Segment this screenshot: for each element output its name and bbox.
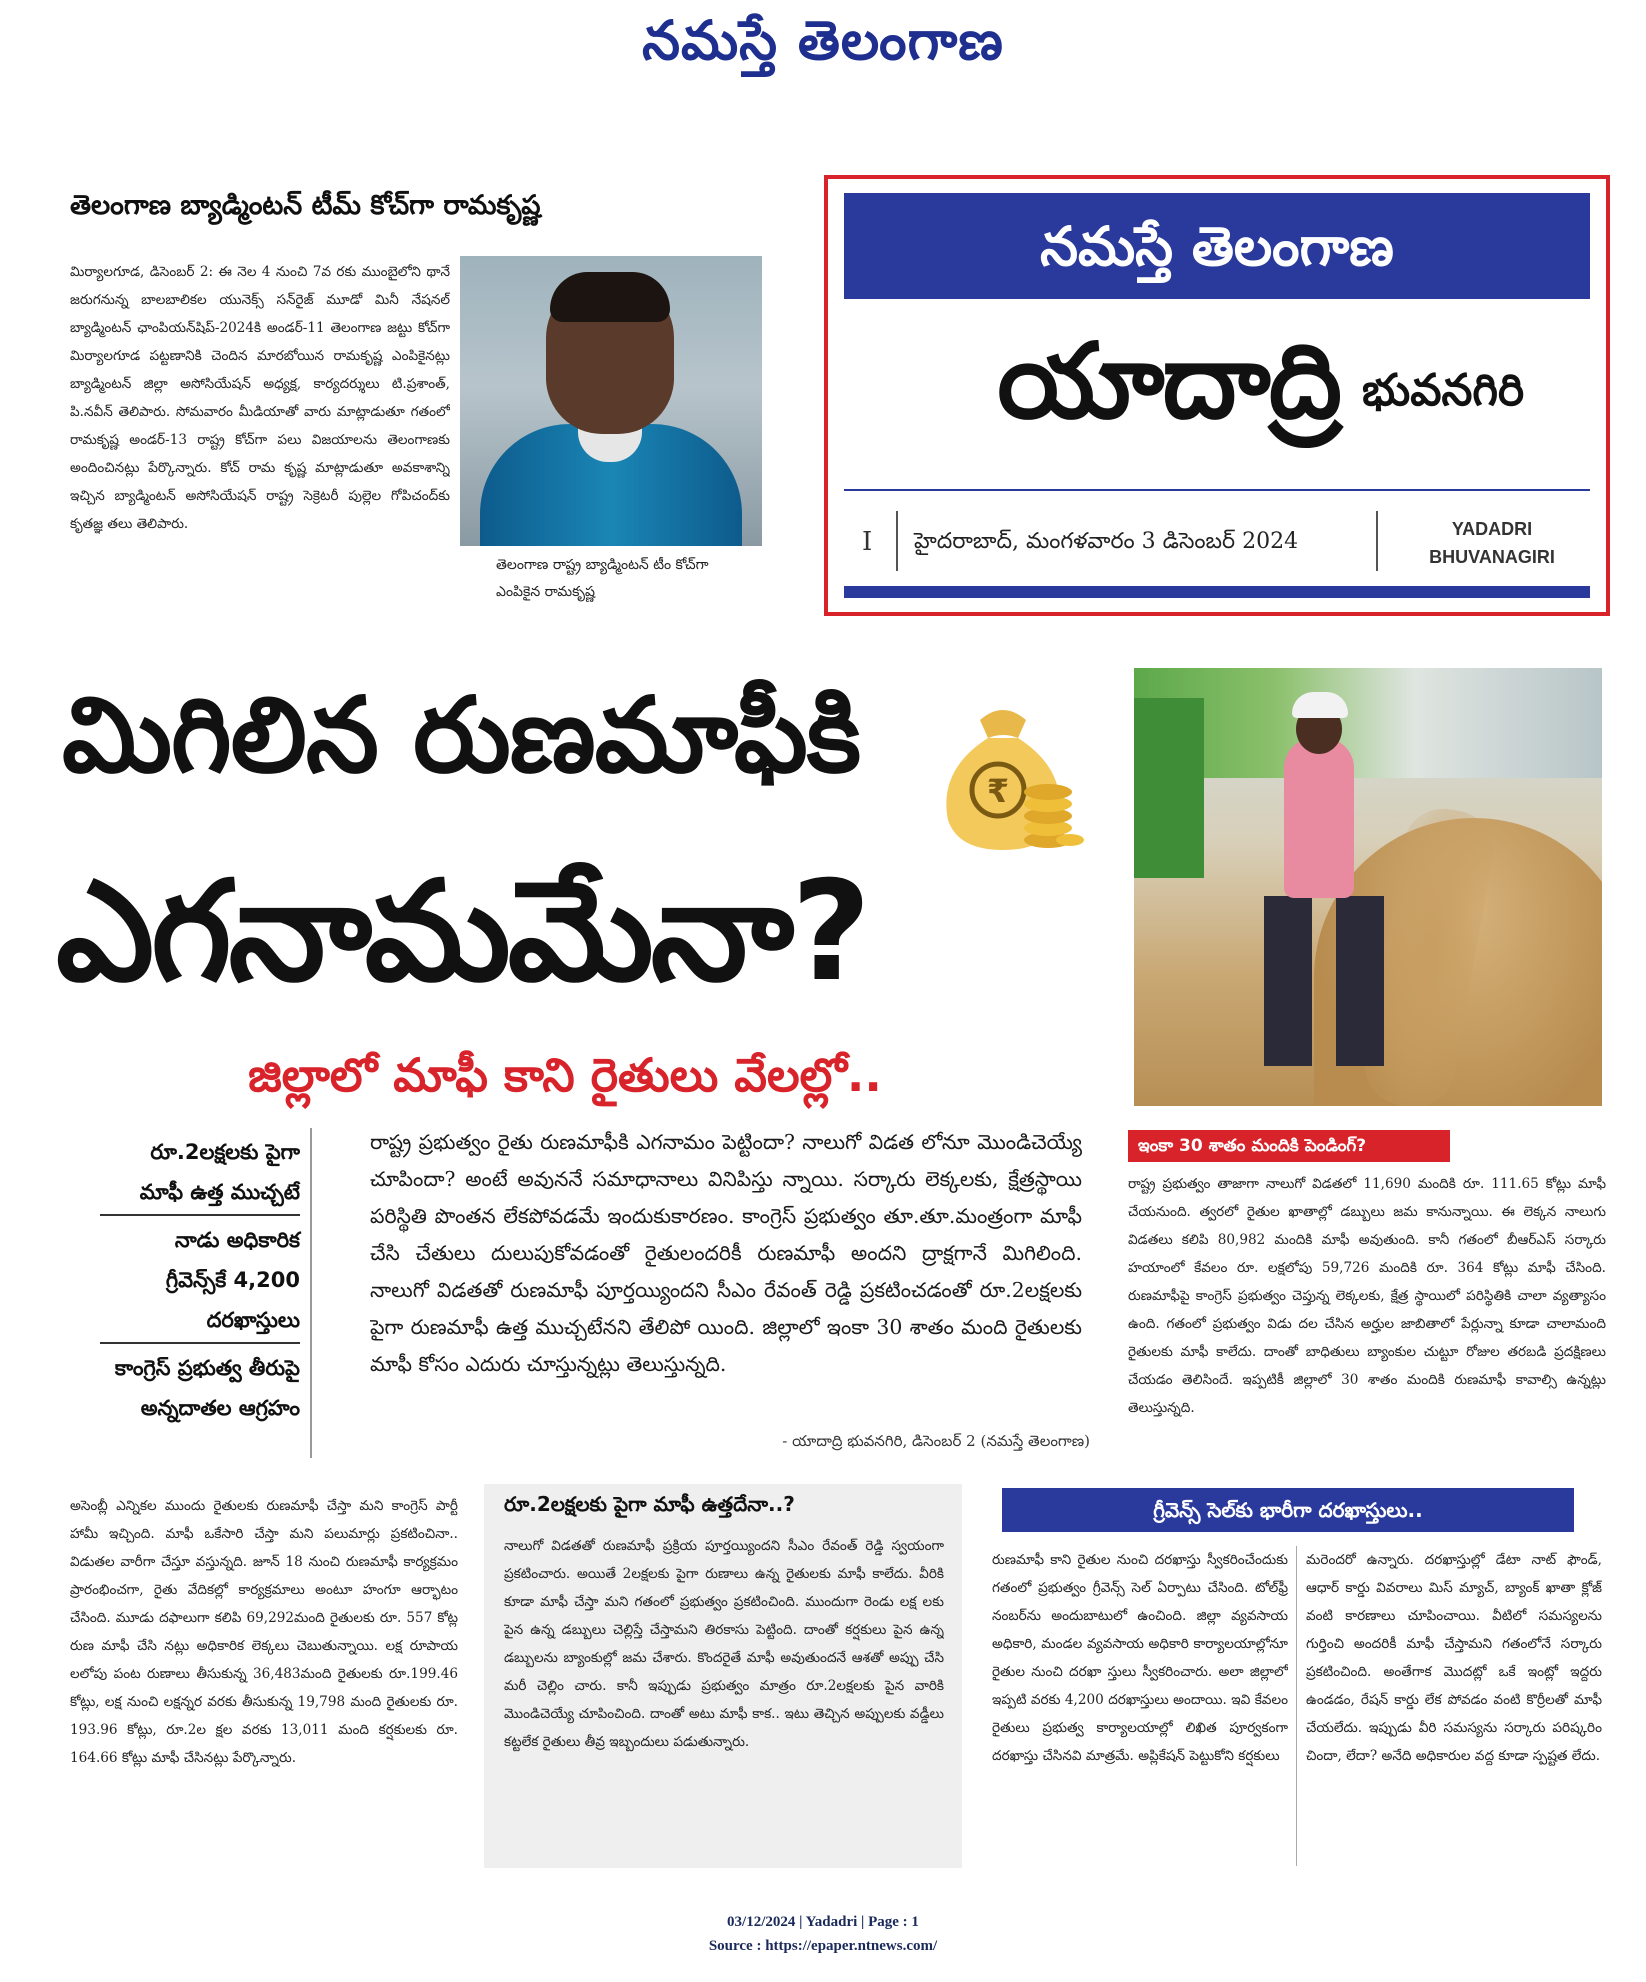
- edition-english-line2: BHUVANAGIRI: [1429, 547, 1555, 567]
- highlight-item: అన్నదాతల ఆగ్రహం: [140, 1396, 300, 1420]
- edition-box: [824, 175, 1610, 616]
- edition-district-sub: భువనగిరి: [1362, 365, 1525, 416]
- grievance-column-1: రుణమాఫీ కాని రైతుల నుంచి దరఖాస్తు స్వీకరించేందుకు గతంలో ప్రభుత్వం గ్రీవెన్స్ సెల్ ఏర్పాటు చేసింది. టోల్‌ఫ్రీ నంబర్‌ను అందుబాటులో ఉంచింది. జిల్లా వ్యవసాయ అధికారి, మండల వ్యవసాయ అధికారి కార్యాలయాల్లోనూ రైతుల నుంచి దరఖా స్తులు స్వీకరించారు. అలా జిల్లాలో ఇప్పటి వరకు 4,200 దరఖాస్తులు అందాయి. ఇవి కేవలం రైతులు ప్రభుత్వ కార్యాలయాల్లో లిఖిత పూర్వకంగా దరఖాస్తు చేసినవి మాత్రమే. అప్లికేషన్ పెట్టుకోని కర్షకులు: [992, 1552, 1288, 1764]
- footer-source-link[interactable]: Source : https://epaper.ntnews.com/: [708, 1938, 938, 1954]
- farmer-photo: [1134, 668, 1602, 1106]
- column-b-body: నాలుగో విడతతో రుణమాఫీ ప్రక్రియ పూర్తయ్యిందని సీఎం రేవంత్ రెడ్డి స్వయంగా ప్రకటించారు. అయితే 2లక్షలకు పైగా రుణాలు ఉన్న రైతులకు మాఫీ కాలేదు. వీరికి కూడా మాఫీ చేస్తా మని గతంలో ప్రభుత్వం ప్రకటించింది. ముందుగా రెండు లక్ష లకు పైన ఉన్న డబ్బులు చెల్లిస్తే చేస్తామని తిరకాసు పెట్టింది. దాంతో కర్షకులు పైన ఉన్న డబ్బులను బ్యాంకుల్లో జమ చేశారు. కొందరైతే మాఫీ అవుతుందనే ఆశతో అప్పు చేసి మరీ చెల్లిం చారు. కానీ ఇప్పుడు ప్రభుత్వం మాత్రం రూ.2లక్షలకు పైన వారికి మొండిచెయ్యే చూపించింది. దాంతో అటు మాఫీ కాక.. ఇటు తెచ్చిన అప్పులకు వడ్డీలు కట్టలేక రైతులు తీవ్ర ఇబ్బందులు పడుతున్నారు.: [504, 1538, 944, 1750]
- intro-credit: - యాదాద్రి భువనగిరి, డిసెంబర్ 2 (నమస్తే తెలంగాణ): [782, 1432, 1090, 1450]
- photo-hair: [550, 272, 670, 322]
- sub-headline: జిల్లాలో మాఫీ కాని రైతులు వేలల్లో..: [248, 1048, 882, 1102]
- column-a-body: అసెంబ్లీ ఎన్నికల ముందు రైతులకు రుణమాఫీ చేస్తా మని కాంగ్రెస్ పార్టీ హామీ ఇచ్చింది. మాఫీ ఒకేసారి చేస్తా మని పలుమార్లు ప్రకటించినా.. విడుతల వారీగా చేస్తూ వస్తున్నది. జూన్ 18 నుంచి రుణమాఫీ కార్యక్రమం ప్రారంభించగా, రైతు వేదికల్లో కార్యక్రమాలు అంటూ హంగూ ఆర్భాటం చేసింది. మూడు దఫాలుగా కలిపి 69,292మంది రైతులకు రూ. 557 కోట్ల రుణ మాఫీ చేసి నట్లు అధికారిక లెక్కలు చెబుతున్నాయి. లక్ష రూపాయ లలోపు పంట రుణాలు తీసుకున్న 36,483మంది రైతులకు రూ.199.46 కోట్లు, లక్ష నుంచి లక్షన్నర వరకు తీసుకున్న 19,798 మంది రైతులకు రూ. 193.96 కోట్లు, రూ.2ల క్షల వరకు 13,011 మంది కర్షకులకు రూ. 164.66 కోట్లు మాఫీ చేసినట్లు పేర్కొన్నారు.: [70, 1498, 458, 1766]
- svg-text:₹: ₹: [986, 772, 1010, 810]
- money-bag-icon: [918, 690, 1088, 860]
- edition-brand: నమస్తే తెలంగాణ: [844, 193, 1590, 299]
- highlight-item: మాఫీ ఉత్త ముచ్చటే: [139, 1180, 300, 1204]
- page-footer: [0, 1910, 1646, 1958]
- story1-headline: తెలంగాణ బ్యాడ్మింటన్ టీమ్ కోచ్‌గా రామకృష్ణ: [70, 190, 541, 221]
- highlight-item: కాంగ్రెస్ ప్రభుత్వ తీరుపై: [114, 1356, 300, 1380]
- column-divider: [1296, 1546, 1297, 1866]
- photo-shed: [1134, 698, 1204, 878]
- edition-bottom-bar: [844, 586, 1590, 598]
- farmer-body: [1284, 738, 1354, 898]
- highlight-divider: [100, 1342, 300, 1344]
- farmer-legs: [1264, 896, 1384, 1066]
- edition-district: యాదాద్రి: [997, 320, 1340, 442]
- highlights-panel: [100, 1132, 300, 1428]
- footer-edition-line: 03/12/2024 | Yadadri | Page : 1: [727, 1914, 919, 1930]
- edition-separator: [1376, 511, 1378, 571]
- edition-english-name: [1394, 515, 1590, 571]
- main-headline-line2: ఎగనామమేనా?: [56, 851, 869, 1012]
- edition-english-line1: YADADRI: [1451, 519, 1533, 539]
- farmer-turban: [1292, 692, 1348, 718]
- column-divider: [310, 1128, 312, 1458]
- highlight-item: రూ.2లక్షలకు పైగా: [150, 1140, 300, 1164]
- photo-background: [1134, 668, 1602, 778]
- pending-body: రాష్ట్ర ప్రభుత్వం తాజాగా నాలుగో విడతలో 11,690 మందికి రూ. 111.65 కోట్లు మాఫీ చేయనుంది. త్వరలో రైతుల ఖాతాల్లో డబ్బులు జమ కానున్నాయి. ఈ లెక్కన నాలుగు విడతలు కలిపి 80,982 మందికి మాఫీ అవుతుంది. కానీ గతంలో బీఆర్‌ఎస్ సర్కారు హయాంలో కేవలం రూ. లక్షలోపు 59,726 మందికి రూ. 364 కోట్లు మాఫీ చేసింది. రుణమాఫీపై కాంగ్రెస్ ప్రభుత్వం చెప్తున్న లెక్కలకు, క్షేత్ర స్థాయిలో పరిస్థితికి చాలా వ్యత్యాసం ఉంది. గతంలో ప్రభుత్వం విడు దల చేసిన అర్హుల జాబితాలో పేర్లున్నా కూడా చాలామంది రైతులకు మాఫీ కాలేదు. దాంతో బాధితులు బ్యాంకుల చుట్టూ రోజుల తరబడి ప్రదక్షిణలు చేయడం తెలిసిందే. ఇప్పటికీ జిల్లాలో 30 శాతం మందికి రుణమాఫీ కావాల్సి ఉన్నట్లు తెలుస్తున్నది.: [1128, 1176, 1606, 1416]
- column-b-box: [484, 1484, 962, 1868]
- main-headline-line1: మిగిలిన రుణమాఫీకి: [62, 674, 861, 796]
- highlight-divider: [100, 1214, 300, 1216]
- story1-body: మిర్యాలగూడ, డిసెంబర్ 2: ఈ నెల 4 నుంచి 7వ రకు ముంబైలోని థానే జరుగనున్న బాలబాలికల యునెక్స్ సన్‌రైజ్ మూడో మినీ నేషనల్ బ్యాడ్మింటన్ ఛాంపియన్‌షిప్-2024కి అండర్-11 తెలంగాణ జట్టు కోచ్‌గా మిర్యాలగూడ పట్టణానికి చెందిన మారబోయిన రామకృష్ణ ఎంపికైనట్లు బ్యాడ్మింటన్ జిల్లా అసోసియేషన్ అధ్యక్ష, కార్యదర్శులు టి.ప్రశాంత్, పి.నవీన్ తెలిపారు. సోమవారం మీడియాతో వారు మాట్లాడుతూ గతంలో రామకృష్ణ అండర్-13 రాష్ట్ర కోచ్‌గా పలు విజయాలను తెలంగాణకు అందించినట్లు పేర్కొన్నారు. కోచ్ రామ కృష్ణ మాట్లాడుతూ అవకాశాన్ని ఇచ్చిన బ్యాడ్మింటన్ అసోసియేషన్ రాష్ట్ర సెక్రెటరీ పుల్లెల గోపిచంద్‌కు కృతజ్ఞ తలు తెలిపారు.: [70, 264, 450, 532]
- pending-label: ఇంకా 30 శాతం మందికి పెండింగ్?: [1128, 1130, 1450, 1162]
- edition-separator: [896, 511, 898, 571]
- highlight-item: నాడు అధికారిక: [174, 1228, 300, 1252]
- column-b-headline: రూ.2లక్షలకు పైగా మాఫీ ఉత్తదేనా..?: [504, 1492, 795, 1516]
- highlight-item: గ్రీవెన్స్‌కే 4,200: [165, 1268, 300, 1292]
- edition-divider: [844, 489, 1590, 491]
- intro-paragraph: రాష్ట్ర ప్రభుత్వం రైతు రుణమాఫీకి ఎగనామం పెట్టిందా? నాలుగో విడత లోనూ మొండిచెయ్యే చూపిందా? అంటే అవుననే సమాధానాలు వినిపిస్తు న్నాయి. సర్కారు లెక్కలకు, క్షేత్రస్థాయి పరిస్థితి పొంతన లేకపోవడమే ఇందుకుకారణం. కాంగ్రెస్ ప్రభుత్వం తూ.తూ.మంత్రంగా మాఫీ చేసి చేతులు దులుపుకోవడంతో రైతులందరికీ రుణమాఫీ అందని ద్రాక్షగానే మిగిలింది. నాలుగో విడతతో రుణమాఫీ పూర్తయ్యిందని సీఎం రేవంత్ రెడ్డి ప్రకటించడంతో రూ.2లక్షలకు పైగా రుణమాఫీ ఉత్త ముచ్చటేనని తేలిపో యింది. జిల్లాలో ఇంకా 30 శాతం మంది రైతులకు మాఫీ కోసం ఎదురు చూస్తున్నట్లు తెలుస్తున్నది.: [370, 1130, 1082, 1376]
- masthead-logo: నమస్తే తెలంగాణ: [642, 8, 1004, 72]
- coach-photo-caption: తెలంగాణ రాష్ట్ర బ్యాడ్మింటన్ టీం కోచ్‌గా ఎంపికైన రామకృష్ణ: [496, 557, 709, 600]
- highlight-item: దరఖాస్తులు: [206, 1308, 300, 1332]
- coach-photo: [460, 256, 762, 546]
- grievance-headline: గ్రీవెన్స్ సెల్‌కు భారీగా దరఖాస్తులు..: [1002, 1488, 1574, 1532]
- edition-issue: I: [862, 527, 873, 557]
- grievance-column-2: మరెందరో ఉన్నారు. దరఖాస్తుల్లో డేటా నాట్ ఫౌండ్, ఆధార్ కార్డు వివరాలు మిస్ మ్యాచ్, బ్యాంక్ ఖాతా క్లోజ్ వంటి కారణాలు చూపించాయి. వీటిలో సమస్యలను గుర్తించి అందరికీ మాఫీ చేస్తామని గతంలోనే సర్కారు ప్రకటించింది. అంతేగాక మొదట్లో ఒకే ఇంట్లో ఇద్దరు ఉండడం, రేషన్ కార్డు లేక పోవడం వంటి కొర్రీలతో మాఫీ చేయలేదు. ఇప్పుడు వీరి సమస్యను సర్కారు పరిష్కరిం చిందా, లేదా? అనేది అధికారుల వద్ద కూడా స్పష్టత లేదు.: [1306, 1552, 1602, 1764]
- edition-date: హైదరాబాద్, మంగళవారం 3 డిసెంబర్ 2024: [914, 529, 1299, 554]
